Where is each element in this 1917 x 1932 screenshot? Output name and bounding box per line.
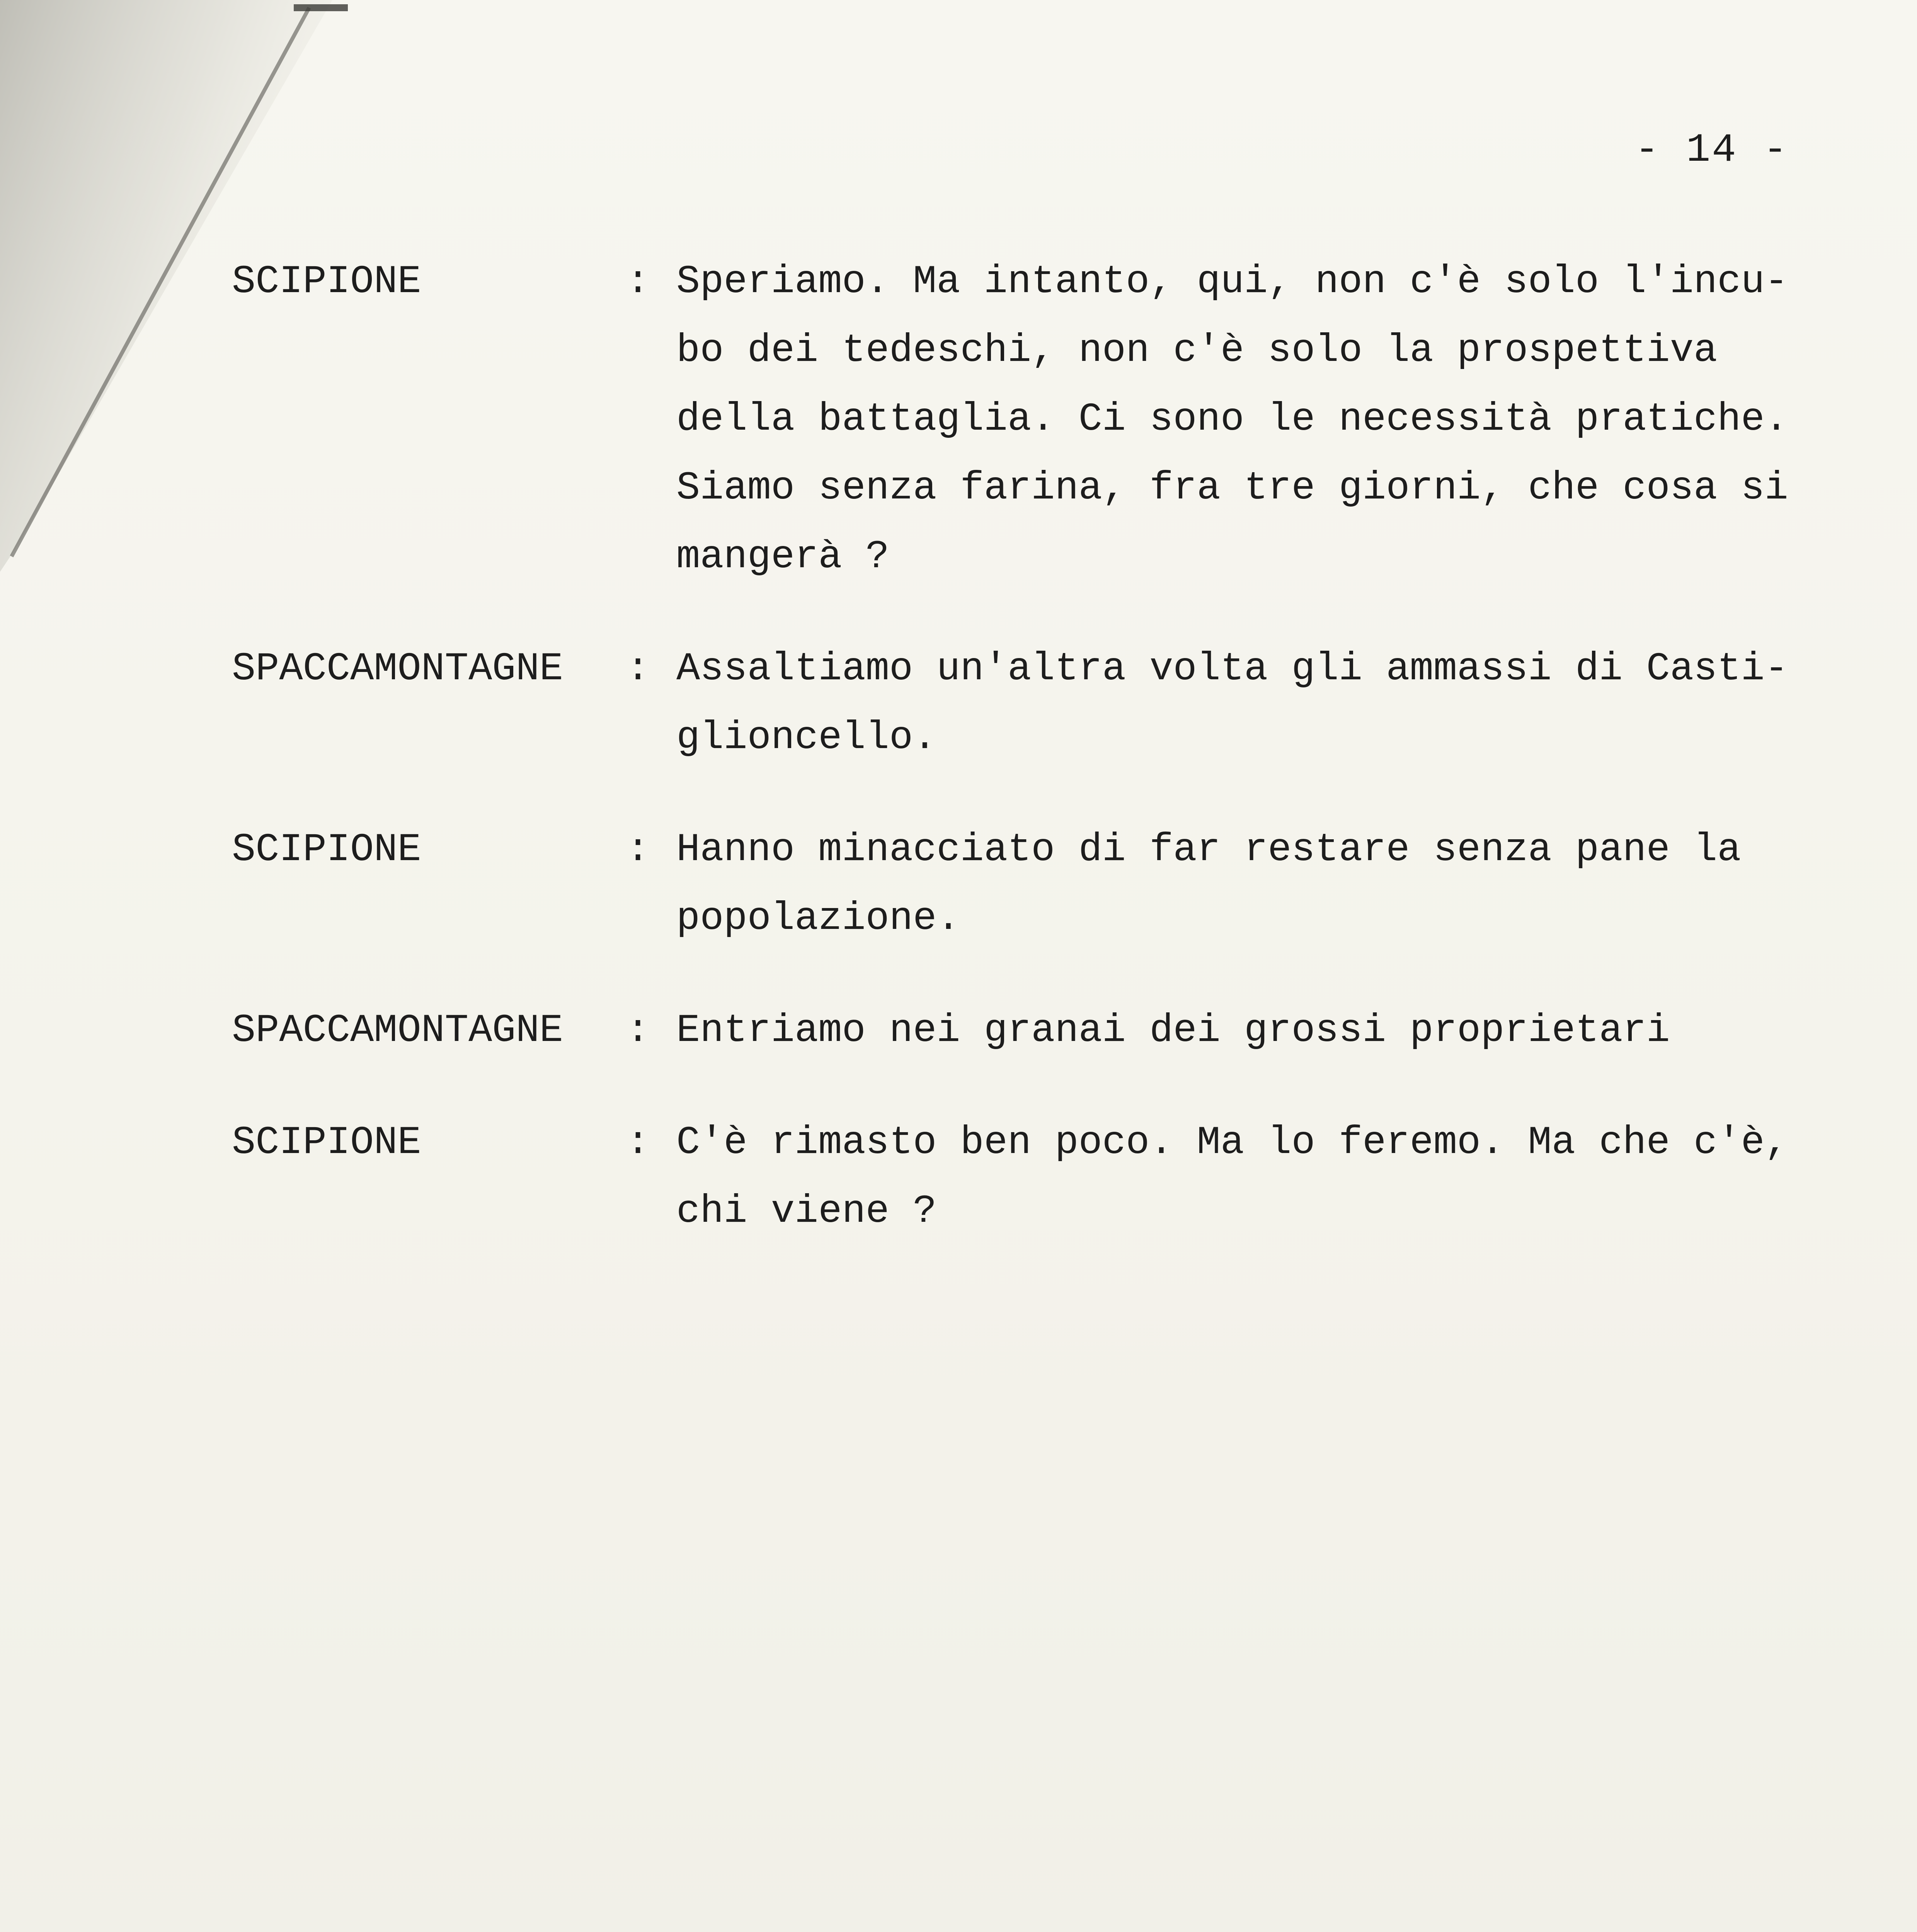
speaker-name: SCIPIONE (232, 259, 421, 304)
speaker-separator: : (626, 827, 650, 872)
speaker-name: SCIPIONE (232, 827, 421, 872)
dialogue-list (232, 247, 1894, 1289)
speaker-name: SPACCAMONTAGNE (232, 1008, 563, 1053)
speaker-name: SCIPIONE (232, 1120, 421, 1165)
speaker-separator: : (626, 646, 650, 691)
dialogue-entry (232, 634, 1894, 772)
dialogue-line: Hanno minacciato di far restare senza pane la popolazione. (676, 827, 1741, 941)
dialogue-entry (232, 996, 1894, 1065)
dialogue-line: Speriamo. Ma intanto, qui, non c'è solo l'incu- bo dei tedeschi, non c'è solo la prospettiva della battaglia. Ci sono le necessità pratiche. Siamo senza farina, fra tre giorni, che cosa si mangerà ? (676, 259, 1788, 579)
speaker-separator: : (626, 259, 650, 304)
speaker-separator: : (626, 1008, 650, 1053)
dialogue-line: Entriamo nei granai dei grossi proprietari (676, 1008, 1670, 1053)
dialogue-line: C'è rimasto ben poco. Ma lo feremo. Ma che c'è, chi viene ? (676, 1120, 1788, 1234)
page-number: - 14 - (1635, 128, 1789, 173)
dialogue-entry (232, 247, 1894, 591)
speaker-name: SPACCAMONTAGNE (232, 646, 563, 691)
dialogue-entry (232, 815, 1894, 953)
speaker-separator: : (626, 1120, 650, 1165)
dialogue-entry (232, 1108, 1894, 1246)
dialogue-line: Assaltiamo un'altra volta gli ammassi di Casti- glioncello. (676, 646, 1788, 760)
